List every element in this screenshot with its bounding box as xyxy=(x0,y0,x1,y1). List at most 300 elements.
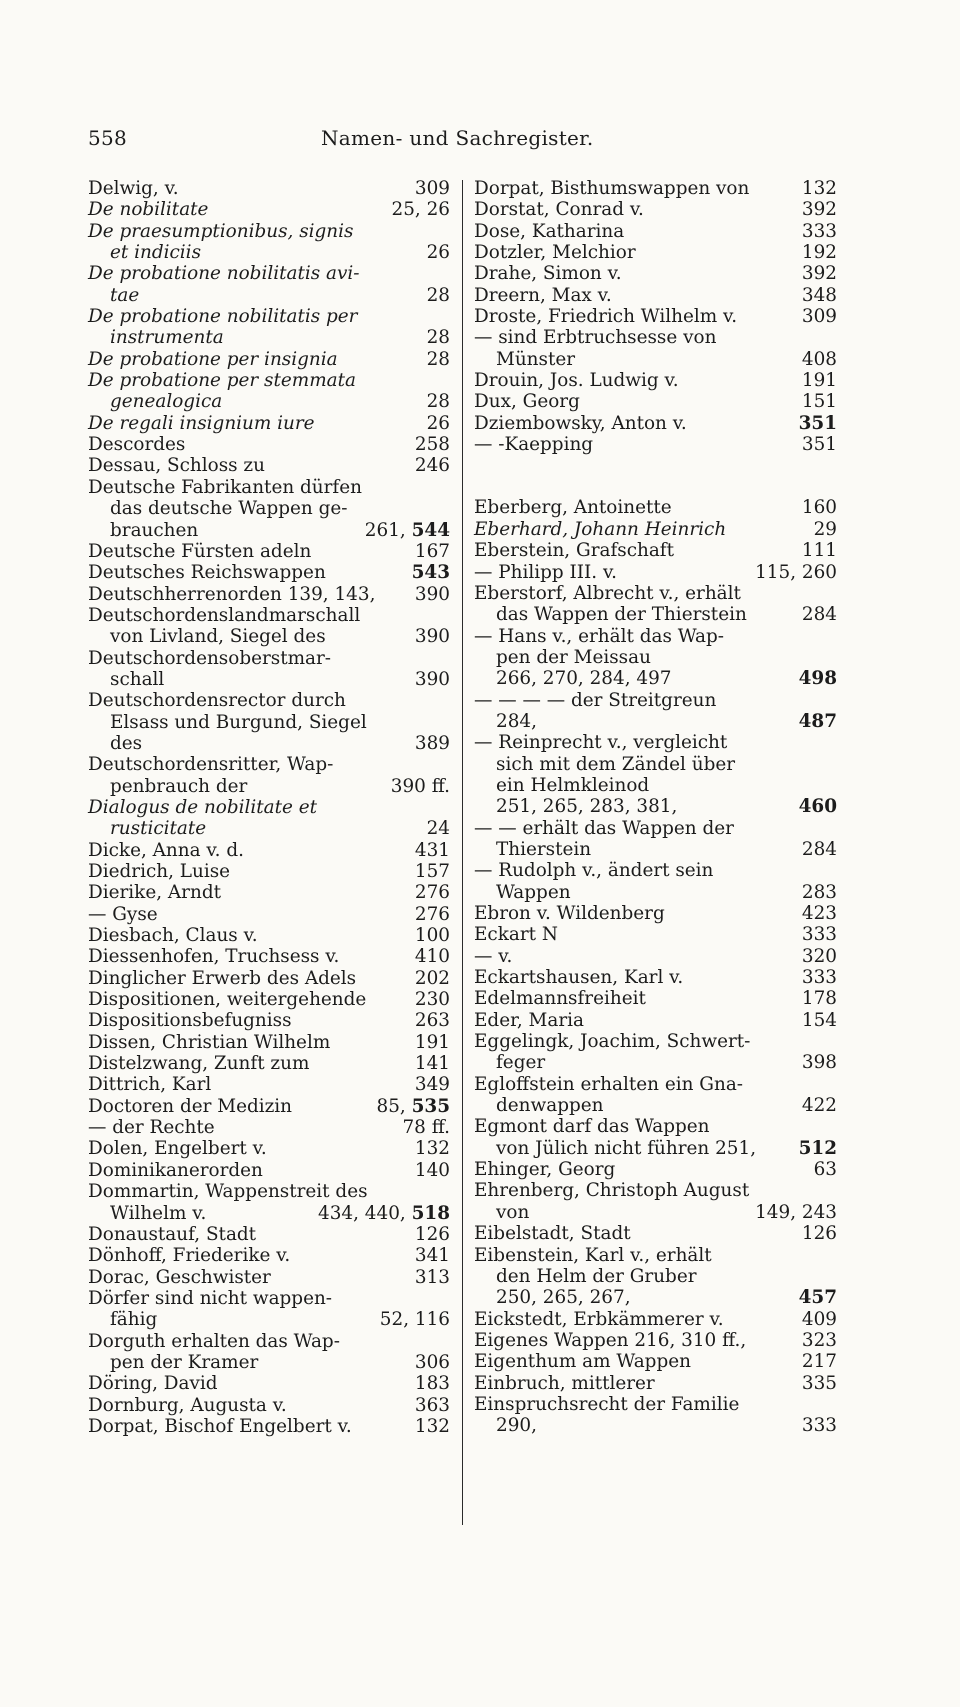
page-ref: 126 xyxy=(801,1223,837,1245)
running-title: Namen- und Sachregister. xyxy=(321,126,594,150)
entry-page-refs xyxy=(802,967,837,988)
entry-page-refs xyxy=(802,1351,837,1372)
page-ref-bold: 535 xyxy=(411,1095,450,1117)
entry-page-refs xyxy=(814,519,837,540)
entry-page-refs xyxy=(427,327,450,348)
index-entry xyxy=(474,413,837,434)
index-entry xyxy=(88,1288,450,1331)
page-ref: 341 xyxy=(414,1245,450,1267)
entry-page-refs xyxy=(799,668,837,689)
page-ref: 100 xyxy=(414,925,450,947)
page-ref: 157 xyxy=(414,861,450,882)
index-entry xyxy=(474,860,837,903)
index-entry xyxy=(88,370,450,413)
page-ref: 167 xyxy=(414,540,450,562)
index-entry xyxy=(474,242,837,263)
entry-continuation: schall xyxy=(110,668,165,690)
entry-term: Deutschordenslandmarschall xyxy=(88,604,361,626)
index-entry xyxy=(474,1394,837,1437)
page-ref-bold: 457 xyxy=(798,1287,837,1309)
entry-page-refs xyxy=(427,285,450,306)
entry-page-refs xyxy=(402,1117,450,1138)
entry-continuation: Elsass und Burgund, Siegel xyxy=(110,711,367,733)
entry-page-refs xyxy=(802,903,837,924)
entry-page-refs xyxy=(802,1373,837,1394)
index-entry xyxy=(88,477,450,541)
page-ref: 132 xyxy=(414,1138,450,1160)
entry-term: Delwig, v. xyxy=(88,178,179,199)
entry-term: Donaustauf, Stadt xyxy=(88,1223,257,1245)
entry-continuation: 250, 265, 267, xyxy=(496,1287,631,1309)
index-entry xyxy=(474,519,837,540)
page-ref: 422 xyxy=(801,1095,837,1117)
index-entry xyxy=(474,285,837,306)
entry-page-refs xyxy=(415,626,450,647)
entry-page-refs xyxy=(802,882,837,903)
index-entry xyxy=(474,370,837,391)
page-ref: 323 xyxy=(801,1329,837,1351)
index-entry xyxy=(88,690,450,754)
entry-page-refs xyxy=(799,796,837,817)
entry-page-refs xyxy=(415,1010,450,1031)
entry-continuation: das Wappen der Thierstein xyxy=(496,604,747,626)
entry-page-refs xyxy=(802,391,837,412)
entry-term: Deutsches Reichswappen xyxy=(88,562,326,584)
entry-term: Deutsche Fabrikanten dürfen xyxy=(88,476,362,498)
letter-section-gap xyxy=(474,455,837,497)
entry-term: Eberstorf, Albrecht v., erhält xyxy=(474,582,741,604)
page-ref: 276 xyxy=(414,882,450,904)
page-ref: 183 xyxy=(414,1373,450,1395)
entry-page-refs xyxy=(415,882,450,903)
entry-page-refs xyxy=(377,1096,451,1117)
entry-page-refs xyxy=(392,199,451,220)
entry-term: Diedrich, Luise xyxy=(88,861,231,882)
entry-term: — Rudolph v., ändert sein xyxy=(474,860,714,882)
entry-continuation: von Livland, Siegel des xyxy=(110,626,326,648)
entry-page-refs xyxy=(802,1415,837,1436)
page-ref: 52, 116 xyxy=(379,1309,450,1331)
entry-continuation: denwappen xyxy=(496,1095,604,1117)
entry-continuation: von Jülich nicht führen 251, xyxy=(496,1137,757,1159)
entry-page-refs xyxy=(427,818,450,839)
entry-term: Eigenes Wappen 216, 310 ff., xyxy=(474,1329,747,1351)
entry-term: Drahe, Simon v. xyxy=(474,263,622,285)
entry-continuation: 290, xyxy=(496,1415,537,1437)
page-ref: 309 xyxy=(414,178,450,199)
index-entry xyxy=(474,178,837,199)
index-entry xyxy=(88,1010,450,1031)
entry-page-refs xyxy=(415,1224,450,1245)
index-entry xyxy=(88,840,450,861)
page-ref: 151 xyxy=(801,391,837,413)
entry-continuation: von xyxy=(496,1201,530,1223)
page-ref: 85, xyxy=(376,1095,406,1117)
entry-page-refs xyxy=(802,306,837,327)
entry-term: Eberhard, Johann Heinrich xyxy=(474,518,727,540)
entry-term: Ebron v. Wildenberg xyxy=(474,903,665,924)
page-ref: 28 xyxy=(426,348,450,370)
page-ref: 392 xyxy=(801,199,837,221)
index-entry xyxy=(474,327,837,370)
index-entry xyxy=(474,1309,837,1330)
page-ref: 192 xyxy=(801,242,837,264)
entry-page-refs xyxy=(814,1159,837,1180)
entry-continuation: tae xyxy=(110,284,140,306)
entry-term: Drouin, Jos. Ludwig v. xyxy=(474,370,679,392)
entry-term: Dorstat, Conrad v. xyxy=(474,199,644,221)
index-entry xyxy=(474,903,837,924)
index-entry xyxy=(88,1053,450,1074)
entry-term: Dierike, Arndt xyxy=(88,882,221,904)
entry-term: Döring, David xyxy=(88,1373,218,1395)
index-entry xyxy=(88,306,450,349)
entry-page-refs xyxy=(415,925,450,946)
entry-term: Deutschherrenorden 139, 143, xyxy=(88,583,376,605)
entry-page-refs xyxy=(415,1138,450,1159)
entry-term: Einbruch, mittlerer xyxy=(474,1372,655,1394)
entry-page-refs xyxy=(415,1032,450,1053)
entry-page-refs xyxy=(802,370,837,391)
index-entry xyxy=(88,1373,450,1394)
entry-term: Dorpat, Bischof Engelbert v. xyxy=(88,1415,352,1437)
page-ref: 408 xyxy=(801,348,837,370)
entry-term: Dominikanerorden xyxy=(88,1159,263,1181)
entry-term: Eibelstadt, Stadt xyxy=(474,1223,631,1245)
entry-page-refs xyxy=(415,1074,450,1095)
index-entry xyxy=(88,584,450,605)
page-ref: 351 xyxy=(801,434,837,456)
entry-term: Dorpat, Bisthumswappen von xyxy=(474,178,750,199)
index-entry xyxy=(474,626,837,690)
entry-term: De nobilitate xyxy=(88,199,209,221)
entry-page-refs xyxy=(799,1138,837,1159)
index-entry xyxy=(474,1031,837,1074)
entry-term: Dicke, Anna v. d. xyxy=(88,839,244,861)
entry-continuation: fähig xyxy=(110,1309,158,1331)
index-entry xyxy=(474,988,837,1009)
page-ref: 261, xyxy=(364,519,406,541)
entry-term: Eckartshausen, Karl v. xyxy=(474,967,684,989)
index-entry xyxy=(88,797,450,840)
entry-continuation: Wappen xyxy=(496,881,571,903)
index-entry xyxy=(474,583,837,626)
entry-page-refs xyxy=(415,669,450,690)
page-ref: 392 xyxy=(801,263,837,285)
index-entry xyxy=(474,540,837,561)
entry-term: Deutschordensrector durch xyxy=(88,690,346,712)
entry-continuation: et indiciis xyxy=(110,242,202,264)
page-ref: 28 xyxy=(426,391,450,413)
entry-continuation: rusticitate xyxy=(110,818,207,840)
entry-term: Eberstein, Grafschaft xyxy=(474,540,674,562)
index-entry xyxy=(88,1096,450,1117)
entry-term: De praesumptionibus, signis xyxy=(88,220,354,242)
entry-continuation: Thierstein xyxy=(496,838,592,860)
page-number: 558 xyxy=(88,126,128,150)
entry-term: Droste, Friedrich Wilhelm v. xyxy=(474,306,738,328)
page-ref: 217 xyxy=(801,1351,837,1373)
page-ref: 263 xyxy=(414,1010,450,1032)
page-ref: 335 xyxy=(801,1372,837,1394)
index-entry xyxy=(474,199,837,220)
entry-page-refs xyxy=(415,1373,450,1394)
entry-page-refs xyxy=(802,540,837,561)
entry-page-refs xyxy=(802,924,837,945)
page-ref-bold: 498 xyxy=(798,668,837,690)
page-ref-bold: 460 xyxy=(798,796,837,818)
page-ref: 28 xyxy=(426,284,450,306)
index-column-left xyxy=(88,178,450,1437)
index-entry xyxy=(88,562,450,583)
entry-page-refs xyxy=(799,413,837,434)
page-ref-bold: 351 xyxy=(798,412,837,434)
entry-page-refs xyxy=(802,263,837,284)
entry-continuation: brauchen xyxy=(110,519,199,541)
entry-continuation: 266, 270, 284, 497 xyxy=(496,668,672,690)
entry-page-refs xyxy=(427,349,450,370)
index-entry xyxy=(474,1223,837,1244)
index-entry xyxy=(88,1181,450,1224)
index-entry xyxy=(88,455,450,476)
index-entry xyxy=(88,221,450,264)
entry-term: Ehinger, Georg xyxy=(474,1159,616,1181)
entry-term: Dornburg, Augusta v. xyxy=(88,1394,287,1416)
entry-term: De probatione nobilitatis avi- xyxy=(88,263,360,285)
entry-term: De probatione nobilitatis per xyxy=(88,306,358,328)
entry-page-refs xyxy=(799,1287,837,1308)
entry-continuation: genealogica xyxy=(110,391,223,413)
index-entry xyxy=(88,1395,450,1416)
index-entry xyxy=(88,1245,450,1266)
entry-page-refs xyxy=(415,1352,450,1373)
page-ref: 178 xyxy=(801,988,837,1010)
page-ref: 154 xyxy=(801,1009,837,1031)
entry-page-refs xyxy=(802,242,837,263)
entry-page-refs xyxy=(802,221,837,242)
entry-term: Dinglicher Erwerb des Adels xyxy=(88,967,357,989)
page-ref: 115, 260 xyxy=(755,561,837,583)
page-ref: 284 xyxy=(801,838,837,860)
page-ref: 258 xyxy=(414,434,450,456)
entry-page-refs xyxy=(415,584,450,605)
index-entry xyxy=(88,1032,450,1053)
entry-term: Dose, Katharina xyxy=(474,220,625,242)
entry-page-refs xyxy=(802,604,837,625)
index-entry xyxy=(474,1180,837,1223)
entry-term: — — — — der Streitgreun xyxy=(474,689,717,711)
index-entry xyxy=(88,648,450,691)
page-ref: 423 xyxy=(801,903,837,924)
index-entry xyxy=(88,1267,450,1288)
entry-term: Eberberg, Antoinette xyxy=(474,497,672,519)
index-entry xyxy=(474,1373,837,1394)
entry-term: Dreern, Max v. xyxy=(474,284,612,306)
entry-page-refs xyxy=(415,1416,450,1437)
page-ref: 149, 243 xyxy=(755,1201,837,1223)
page-ref: 126 xyxy=(414,1223,450,1245)
entry-page-refs xyxy=(415,1245,450,1266)
page-ref: 202 xyxy=(414,967,450,989)
index-entry xyxy=(88,925,450,946)
entry-continuation: sich mit dem Zändel über xyxy=(496,753,736,775)
index-entry xyxy=(88,1138,450,1159)
entry-page-refs xyxy=(802,178,837,199)
index-entry xyxy=(88,1074,450,1095)
index-entry xyxy=(474,1116,837,1159)
index-entry xyxy=(474,221,837,242)
entry-term: Eigenthum am Wappen xyxy=(474,1351,691,1373)
entry-continuation: feger xyxy=(496,1052,546,1074)
page-ref: 348 xyxy=(801,284,837,306)
entry-page-refs xyxy=(802,1223,837,1244)
index-entry xyxy=(88,413,450,434)
index-entry xyxy=(88,754,450,797)
page-ref: 141 xyxy=(414,1053,450,1075)
entry-term: Eggelingk, Joachim, Schwert- xyxy=(474,1031,751,1053)
page-ref: 390 xyxy=(414,583,450,605)
page-ref: 191 xyxy=(801,370,837,392)
entry-term: De probatione per insignia xyxy=(88,348,338,370)
entry-page-refs xyxy=(415,733,450,754)
index-entry xyxy=(474,306,837,327)
entry-term: Eder, Maria xyxy=(474,1009,584,1031)
entry-term: — — erhält das Wappen der xyxy=(474,817,734,839)
entry-term: — Reinprecht v., vergleicht xyxy=(474,732,728,754)
page-ref: 313 xyxy=(414,1266,450,1288)
entry-page-refs xyxy=(755,1202,837,1223)
entry-continuation: ein Helmkleinod xyxy=(496,774,650,796)
page-ref: 390 xyxy=(414,626,450,648)
page-ref: 434, 440, xyxy=(318,1202,406,1224)
index-entry xyxy=(474,946,837,967)
entry-term: Egmont darf das Wappen xyxy=(474,1116,710,1138)
page-ref: 363 xyxy=(414,1394,450,1416)
index-entry xyxy=(474,263,837,284)
entry-term: Eckart N xyxy=(474,924,558,946)
entry-continuation: penbrauch der xyxy=(110,775,248,797)
entry-continuation: Wilhelm v. xyxy=(110,1202,207,1224)
index-entry xyxy=(474,562,837,583)
index-entry xyxy=(88,199,450,220)
column-divider xyxy=(462,180,463,1525)
index-entry xyxy=(88,1416,450,1437)
entry-term: Dispositionsbefugniss xyxy=(88,1010,292,1032)
entry-page-refs xyxy=(802,1095,837,1116)
entry-page-refs xyxy=(380,1309,450,1330)
entry-term: Eickstedt, Erbkämmerer v. xyxy=(474,1308,724,1330)
page-ref: 160 xyxy=(801,497,837,519)
entry-page-refs xyxy=(415,861,450,882)
entry-term: Edelmannsfreiheit xyxy=(474,988,646,1010)
entry-continuation: 284, xyxy=(496,710,537,732)
entry-page-refs xyxy=(318,1203,450,1224)
page-ref: 284 xyxy=(801,604,837,626)
page-ref-bold: 544 xyxy=(411,519,450,541)
page-ref: 132 xyxy=(801,178,837,199)
entry-term: — sind Erbtruchsesse von xyxy=(474,327,717,349)
index-entry xyxy=(474,690,837,733)
entry-term: De probatione per stemmata xyxy=(88,370,356,392)
page-ref: 63 xyxy=(813,1159,837,1181)
entry-term: Dommartin, Wappenstreit des xyxy=(88,1181,368,1203)
page-ref: 333 xyxy=(801,220,837,242)
entry-page-refs xyxy=(755,562,837,583)
page-ref: 25, 26 xyxy=(391,199,450,221)
index-entry xyxy=(88,605,450,648)
page-ref: 333 xyxy=(801,1415,837,1437)
entry-term: Dönhoff, Friederike v. xyxy=(88,1245,291,1267)
entry-term: Eibenstein, Karl v., erhält xyxy=(474,1244,712,1266)
entry-page-refs xyxy=(415,1395,450,1416)
entry-page-refs xyxy=(799,711,837,732)
entry-term: Descordes xyxy=(88,434,186,456)
page-ref: 230 xyxy=(414,989,450,1011)
index-entry xyxy=(474,434,837,455)
index-entry xyxy=(88,989,450,1010)
entry-term: — -Kaepping xyxy=(474,434,594,456)
entry-continuation: 251, 265, 283, 381, xyxy=(496,796,678,818)
entry-page-refs xyxy=(415,1267,450,1288)
page-ref: 28 xyxy=(426,327,450,349)
entry-page-refs xyxy=(802,349,837,370)
entry-page-refs xyxy=(802,946,837,967)
index-entry xyxy=(474,1074,837,1117)
entry-term: Dispositionen, weitergehende xyxy=(88,989,367,1011)
index-entry xyxy=(88,349,450,370)
entry-page-refs xyxy=(802,839,837,860)
entry-page-refs xyxy=(415,434,450,455)
index-entry xyxy=(88,263,450,306)
entry-continuation: instrumenta xyxy=(110,327,224,349)
entry-term: Dorac, Geschwister xyxy=(88,1266,271,1288)
page-ref: 191 xyxy=(414,1031,450,1053)
index-entry xyxy=(474,818,837,861)
entry-page-refs xyxy=(802,1052,837,1073)
entry-term: Deutschordensoberstmar- xyxy=(88,647,332,669)
page-ref: 333 xyxy=(801,967,837,989)
entry-term: — v. xyxy=(474,945,513,967)
index-entry xyxy=(474,967,837,988)
page-ref: 410 xyxy=(414,946,450,968)
entry-term: — Philipp III. v. xyxy=(474,561,618,583)
entry-term: Dörfer sind nicht wappen- xyxy=(88,1287,333,1309)
entry-page-refs xyxy=(415,178,450,199)
page-ref: 26 xyxy=(426,242,450,264)
page-ref: 398 xyxy=(801,1052,837,1074)
page-ref: 333 xyxy=(801,924,837,946)
entry-term: — Gyse xyxy=(88,903,158,925)
index-entry xyxy=(474,1330,837,1351)
page-ref: 26 xyxy=(426,412,450,434)
entry-term: Ehrenberg, Christoph August xyxy=(474,1180,750,1202)
page-ref-bold: 487 xyxy=(798,710,837,732)
index-entry xyxy=(88,434,450,455)
entry-term: Deutschordensritter, Wap- xyxy=(88,754,334,776)
index-entry xyxy=(88,178,450,199)
entry-term: De regali insignium iure xyxy=(88,412,315,434)
entry-term: Dessau, Schloss zu xyxy=(88,455,265,477)
index-entry xyxy=(474,924,837,945)
page-ref: 29 xyxy=(813,518,837,540)
index-entry xyxy=(474,391,837,412)
entry-term: Dotzler, Melchior xyxy=(474,242,636,264)
entry-term: Dux, Georg xyxy=(474,391,580,413)
index-entry xyxy=(88,1160,450,1181)
entry-page-refs xyxy=(427,413,450,434)
entry-continuation: des xyxy=(110,732,143,754)
index-entry xyxy=(88,541,450,562)
